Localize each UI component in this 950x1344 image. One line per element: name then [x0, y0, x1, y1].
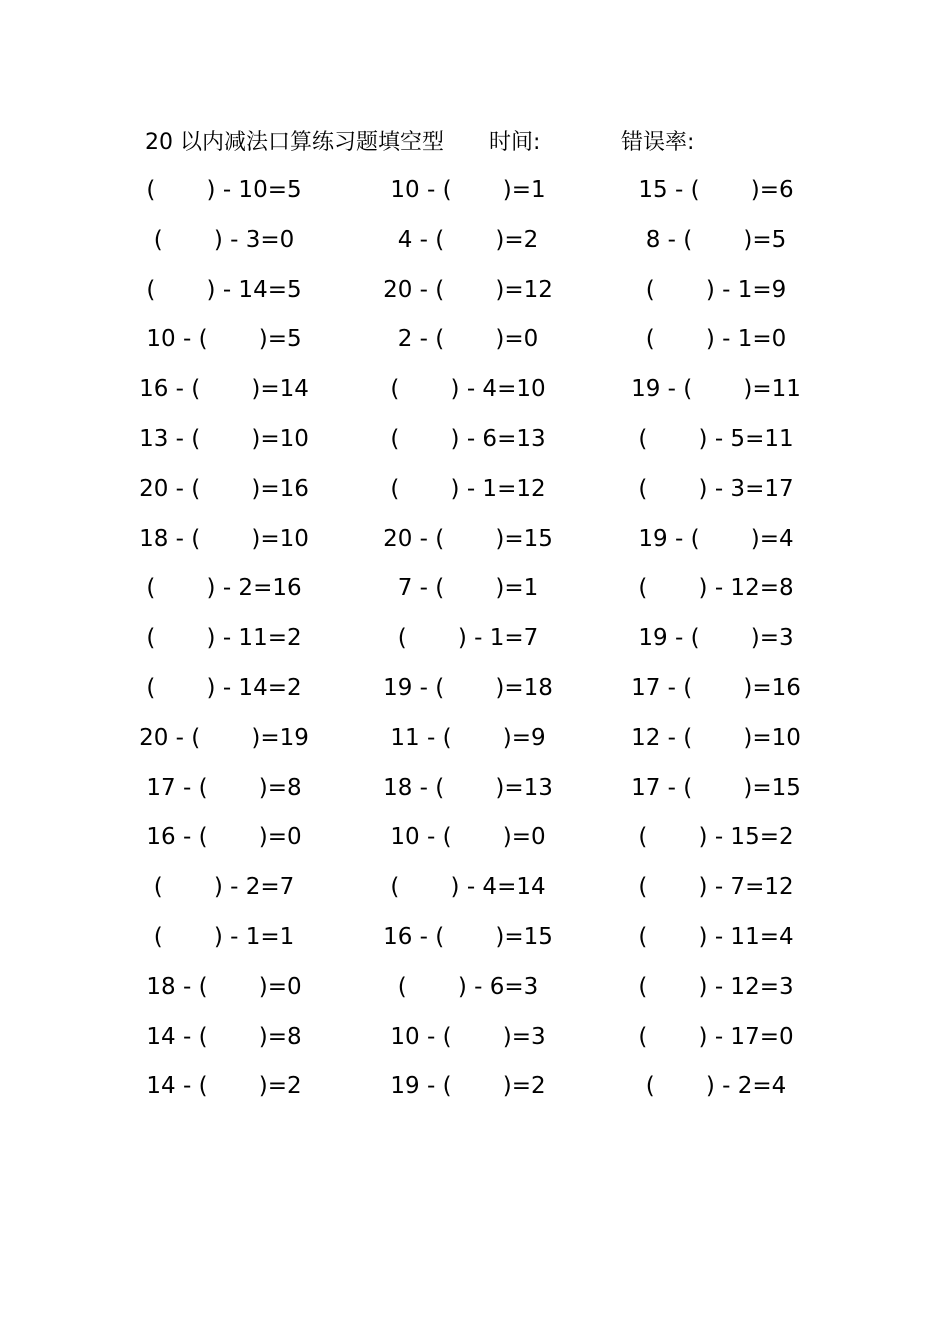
- exercise-problem: 20 - ( )=19: [139, 724, 309, 751]
- exercise-problem: 19 - ( )=4: [638, 525, 794, 552]
- exercise-problem: 20 - ( )=16: [139, 475, 309, 502]
- exercise-problem: ( ) - 1=1: [153, 923, 295, 950]
- exercise-row: [0, 714, 950, 764]
- exercise-row: [0, 963, 950, 1013]
- exercise-problem: 14 - ( )=2: [146, 1073, 302, 1100]
- exercise-problem: ( ) - 6=3: [397, 973, 539, 1000]
- exercise-row: [0, 863, 950, 913]
- exercise-problem: 11 - ( )=9: [390, 724, 546, 751]
- exercise-problem: 17 - ( )=8: [146, 774, 302, 801]
- exercise-row: [0, 1062, 950, 1112]
- exercise-problem: 18 - ( )=0: [146, 973, 302, 1000]
- exercise-problem: 16 - ( )=14: [139, 376, 309, 403]
- exercise-problem: 8 - ( )=5: [645, 226, 787, 253]
- exercise-problem: ( ) - 4=14: [390, 874, 546, 901]
- exercise-row: [0, 764, 950, 814]
- exercise-row: [0, 913, 950, 963]
- exercise-problem: 19 - ( )=11: [631, 376, 801, 403]
- exercise-problem: ( ) - 12=3: [638, 973, 794, 1000]
- exercise-problem: ( ) - 5=11: [638, 425, 794, 452]
- exercise-problem: ( ) - 4=10: [390, 376, 546, 403]
- exercise-row: [0, 564, 950, 614]
- exercise-problem: ( ) - 12=8: [638, 575, 794, 602]
- exercise-problem: 12 - ( )=10: [631, 724, 801, 751]
- exercise-problem: ( ) - 3=17: [638, 475, 794, 502]
- exercise-problem: ( ) - 1=12: [390, 475, 546, 502]
- exercise-problem: 13 - ( )=10: [139, 425, 309, 452]
- exercise-problem: 19 - ( )=2: [390, 1073, 546, 1100]
- exercise-grid: [0, 166, 950, 1112]
- time-label: 时间:: [489, 130, 541, 155]
- exercise-problem: 7 - ( )=1: [397, 575, 539, 602]
- exercise-problem: ( ) - 17=0: [638, 1023, 794, 1050]
- exercise-row: [0, 465, 950, 515]
- exercise-problem: ( ) - 7=12: [638, 874, 794, 901]
- exercise-row: [0, 813, 950, 863]
- exercise-problem: ( ) - 1=0: [645, 326, 787, 353]
- exercise-problem: 18 - ( )=10: [139, 525, 309, 552]
- exercise-row: [0, 315, 950, 365]
- exercise-problem: 17 - ( )=15: [631, 774, 801, 801]
- exercise-row: [0, 216, 950, 266]
- exercise-problem: ( ) - 14=2: [146, 674, 302, 701]
- exercise-problem: ( ) - 1=7: [397, 625, 539, 652]
- exercise-row: [0, 166, 950, 216]
- exercise-problem: ( ) - 15=2: [638, 824, 794, 851]
- worksheet-header: [145, 126, 845, 160]
- exercise-problem: ( ) - 11=4: [638, 923, 794, 950]
- error-rate-label: 错误率:: [621, 130, 695, 155]
- exercise-problem: 4 - ( )=2: [397, 226, 539, 253]
- exercise-row: [0, 365, 950, 415]
- exercise-problem: 2 - ( )=0: [397, 326, 539, 353]
- exercise-problem: 19 - ( )=3: [638, 625, 794, 652]
- exercise-problem: ( ) - 2=16: [146, 575, 302, 602]
- exercise-problem: 10 - ( )=1: [390, 177, 546, 203]
- exercise-problem: ( ) - 11=2: [146, 625, 302, 652]
- exercise-problem: 14 - ( )=8: [146, 1023, 302, 1050]
- exercise-row: [0, 515, 950, 565]
- exercise-problem: ( ) - 14=5: [146, 276, 302, 303]
- exercise-problem: ( ) - 2=7: [153, 874, 295, 901]
- exercise-row: [0, 266, 950, 316]
- exercise-problem: ( ) - 3=0: [153, 226, 295, 253]
- exercise-problem: ( ) - 1=9: [645, 276, 787, 303]
- exercise-problem: 20 - ( )=12: [383, 276, 553, 303]
- exercise-row: [0, 1013, 950, 1063]
- exercise-problem: 16 - ( )=15: [383, 923, 553, 950]
- exercise-problem: 10 - ( )=0: [390, 824, 546, 851]
- exercise-problem: 20 - ( )=15: [383, 525, 553, 552]
- exercise-row: [0, 415, 950, 465]
- exercise-row: [0, 614, 950, 664]
- exercise-problem: 10 - ( )=5: [146, 326, 302, 353]
- exercise-problem: 10 - ( )=3: [390, 1023, 546, 1050]
- worksheet-title: 20 以内减法口算练习题填空型: [145, 130, 444, 155]
- exercise-problem: ( ) - 2=4: [645, 1073, 787, 1100]
- exercise-problem: ( ) - 10=5: [146, 177, 302, 203]
- exercise-problem: 19 - ( )=18: [383, 674, 553, 701]
- exercise-problem: 18 - ( )=13: [383, 774, 553, 801]
- exercise-problem: ( ) - 6=13: [390, 425, 546, 452]
- exercise-problem: 15 - ( )=6: [638, 177, 794, 203]
- exercise-problem: 16 - ( )=0: [146, 824, 302, 851]
- exercise-row: [0, 664, 950, 714]
- exercise-problem: 17 - ( )=16: [631, 674, 801, 701]
